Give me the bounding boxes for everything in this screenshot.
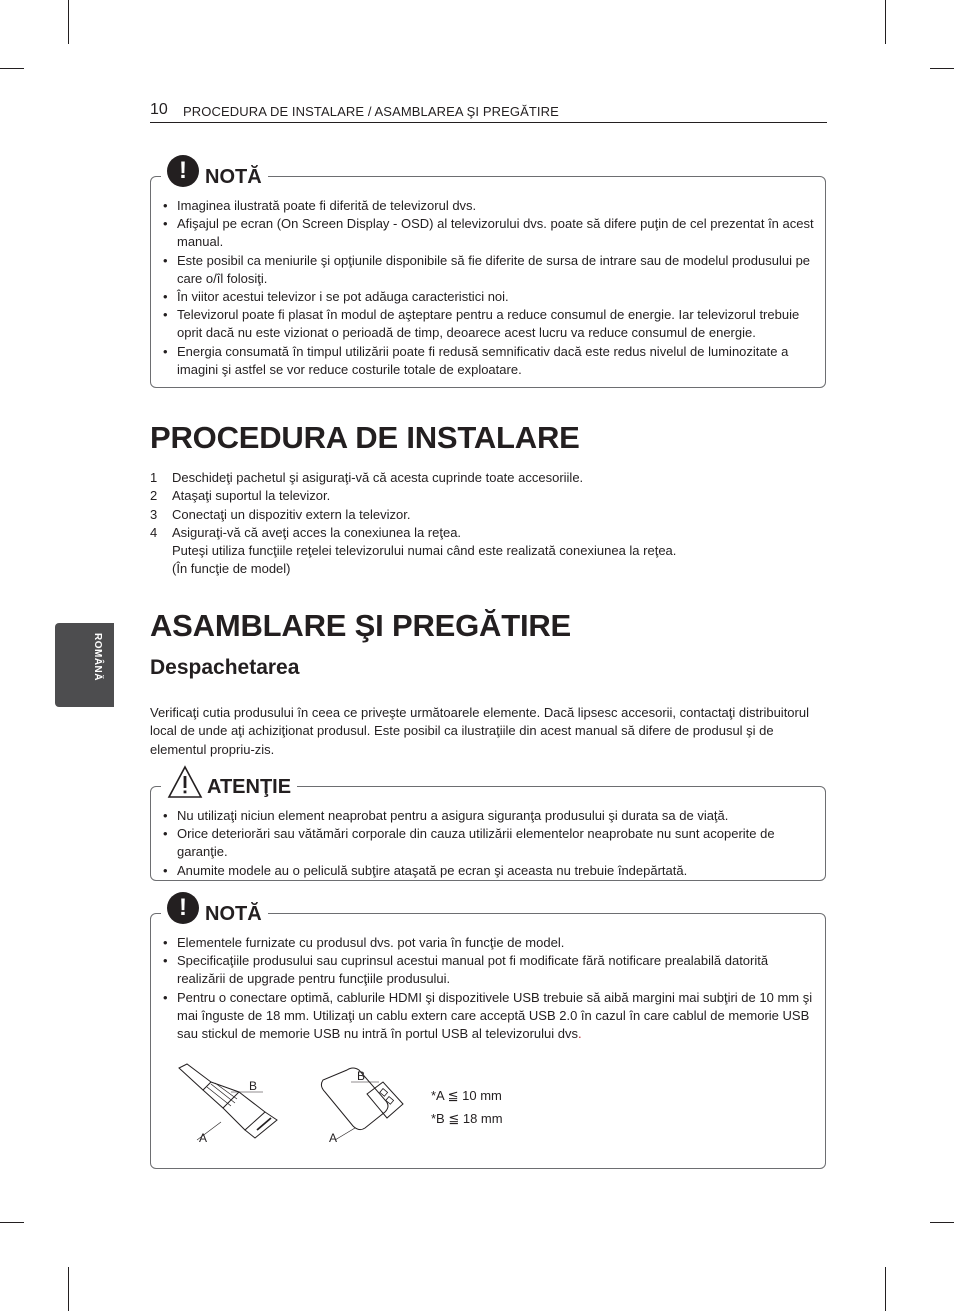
list-item: • Elementele furnizate cu produsul dvs. pot varia în funcţie de model.	[163, 934, 819, 952]
caution-title: ATENŢIE	[207, 776, 292, 798]
list-item: • Anumite modele au o peliculă subţire ataşată pe ecran şi aceasta nu trebuie îndepărtată.	[163, 862, 819, 880]
list-item: • Nu utilizaţi niciun element neaprobat pentru a asigura siguranţa produsului şi durata sa de viaţă.	[163, 807, 819, 825]
dimension-label-a: A	[329, 1131, 338, 1145]
crop-mark	[930, 68, 954, 69]
warning-triangle-icon	[167, 765, 203, 799]
dimension-label-b: B	[357, 1069, 366, 1083]
crop-mark	[930, 1222, 954, 1223]
note-box-header	[161, 890, 268, 926]
exclamation-icon: !	[167, 892, 199, 924]
step-text: Ataşaţi suportul la televizor.	[172, 488, 331, 504]
list-item: • Orice deteriorări sau vătămări corporale din cauza utilizării elementelor neaprobate nu sunt acoperite de garanţie.	[163, 825, 819, 861]
crop-mark	[885, 0, 886, 44]
caution-box-header	[161, 763, 297, 799]
list-item-text: Pentru o conectare optimă, cablurile HDMI şi dispozitivele USB trebuie să aibă margini mai subţiri de 10 mm şi mai înguste de 18 mm. Utilizaţi un cablu extern care acceptă USB 2.0 în cazul în care cablul de memorie USB sau stickul de memorie USB nu intră în portul USB al televizorului dvs	[177, 989, 813, 1042]
caution-list	[163, 807, 819, 880]
step-number: 3	[150, 506, 158, 522]
list-item: • Afişajul pe ecran (On Screen Display - OSD) al televizorului dvs. poate să difere puţin de cel prezentat în acest manual.	[163, 215, 819, 251]
unpacking-subheading: Despachetarea	[150, 656, 300, 679]
step-number: 2	[150, 488, 158, 504]
dimension-label-b: B	[249, 1079, 258, 1093]
list-item: • Energia consumată în timpul utilizării poate fi redusă semnificativ dacă este redus nivelul de luminozitate a imagini şi astfel se vor reduce costurile totale de exploatare.	[163, 343, 819, 379]
language-tab-label: ROMÂNĂ	[92, 633, 103, 681]
crop-mark	[885, 1267, 886, 1311]
list-item	[150, 524, 826, 579]
usb-stick-illustration	[311, 1062, 411, 1146]
list-item: • Este posibil ca meniurile şi opţiunile disponibile să fie diferite de sursa de intrare sau de modelul produsului pe care o/îl folosiţi.	[163, 252, 819, 288]
list-item	[163, 989, 819, 1044]
dimension-spec-b: *B ≦ 18 mm	[431, 1111, 503, 1126]
caution-box	[150, 776, 826, 881]
step-text: Conectaţi un dispozitiv extern la televizor.	[172, 506, 411, 522]
step-number: 1	[150, 470, 158, 485]
running-title: PROCEDURA DE INSTALARE / ASAMBLAREA ŞI PREGĂTIRE	[183, 104, 559, 119]
step-number: 4	[150, 524, 158, 540]
page-header	[150, 101, 827, 123]
step-text: Deschideţi pachetul şi asiguraţi-vă că acesta cuprinde toate accesoriile.	[172, 470, 584, 485]
list-item	[150, 487, 826, 505]
note-title: NOTĂ	[205, 903, 262, 925]
language-tab	[55, 623, 114, 707]
crop-mark	[68, 1267, 69, 1311]
note-list	[163, 934, 819, 1043]
note-box-header	[161, 153, 268, 189]
list-item: • Specificaţiile produsului sau cuprinsul acestui manual pot fi modificate fără notificare prealabilă datorită realizării de upgrade pentru funcţiile produsului.	[163, 952, 819, 988]
note-box-2	[150, 894, 826, 1169]
install-steps	[150, 469, 826, 579]
unpacking-paragraph: Verificaţi cutia produsului în ceea ce priveşte următoarele elemente. Dacă lipsesc accesorii, contactaţi distribuitorul local de unde aţi achiziţionat produsul. Este posibil ca ilustraţiile din acest manual să difere de produsul şi de elementul propriu-zis.	[150, 705, 809, 757]
dimension-label-a: A	[199, 1131, 208, 1145]
note-list	[163, 197, 819, 379]
step-note: (În funcţie de model)	[172, 561, 291, 577]
crop-mark	[68, 0, 69, 44]
crop-mark	[0, 68, 24, 69]
page-number: 10	[150, 101, 168, 118]
exclamation-icon: !	[167, 155, 199, 187]
step-text: Asiguraţi-vă că aveţi acces la conexiunea la reţea.	[172, 524, 462, 540]
list-item: • În viitor acestui televizor i se pot adăuga caracteristici noi.	[163, 288, 819, 306]
hdmi-cable-illustration	[173, 1062, 288, 1146]
list-item: • Televizorul poate fi plasat în modul de aşteptare pentru a reduce consumul de energie. Iar televizorul trebuie oprit dacă nu este vizionat o perioadă de timp, deoarece acest lucru va reduce consumul de energie.	[163, 306, 819, 342]
list-item	[150, 506, 826, 524]
note-box-1	[150, 157, 826, 388]
assembly-heading: ASAMBLARE ŞI PREGĂTIRE	[150, 608, 572, 643]
list-item: • Imaginea ilustrată poate fi diferită de televizorul dvs.	[163, 197, 819, 215]
crop-mark	[0, 1222, 24, 1223]
dimension-spec-a: *A ≦ 10 mm	[431, 1088, 502, 1103]
step-note: Puteşi utiliza funcţiile reţelei televizorului numai când este realizată conexiunea la reţea.	[172, 543, 677, 559]
list-item	[150, 469, 826, 487]
list-item-end: .	[578, 1026, 582, 1042]
note-title: NOTĂ	[205, 166, 262, 188]
install-heading: PROCEDURA DE INSTALARE	[150, 420, 580, 455]
